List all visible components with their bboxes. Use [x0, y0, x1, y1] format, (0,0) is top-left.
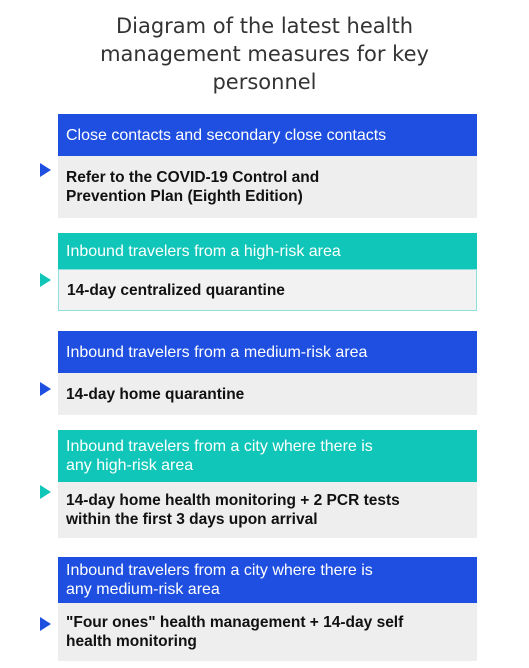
- pointer-arrow-icon: [40, 273, 51, 287]
- card-body: [58, 603, 477, 661]
- card-body: [58, 482, 477, 538]
- card-body-line: 14-day centralized quarantine: [67, 281, 285, 299]
- pointer-arrow-icon: [40, 382, 51, 396]
- card-header: [58, 430, 477, 482]
- measure-card-high-risk-area: [58, 233, 477, 311]
- card-body-line: within the first 3 days upon arrival: [66, 511, 318, 528]
- card-header-text: any high-risk area: [66, 457, 194, 474]
- card-body: [58, 373, 477, 415]
- card-header: [58, 114, 477, 156]
- card-body: [58, 156, 477, 218]
- measure-card-city-medium-risk: [58, 557, 477, 661]
- pointer-arrow-icon: [40, 485, 51, 499]
- card-body-line: Refer to the COVID-19 Control and: [66, 169, 320, 186]
- pointer-arrow-icon: [40, 617, 51, 631]
- card-header-text: Inbound travelers from a medium-risk area: [66, 343, 368, 361]
- measure-card-city-high-risk: [58, 430, 477, 538]
- card-body-line: 14-day home health monitoring + 2 PCR tests: [66, 492, 400, 509]
- card-header: [58, 331, 477, 373]
- card-body: [58, 269, 477, 311]
- title-line-3: personnel: [212, 70, 317, 94]
- card-header-text: Inbound travelers from a city where there is: [66, 562, 373, 579]
- card-header-text: any medium-risk area: [66, 581, 220, 598]
- card-header-text: Inbound travelers from a city where there is: [66, 438, 373, 455]
- card-body-line: "Four ones" health management + 14-day self: [66, 614, 404, 631]
- card-header: [58, 557, 477, 603]
- card-body-line: health monitoring: [66, 633, 197, 650]
- title-line-1: Diagram of the latest health: [115, 14, 414, 38]
- card-body-line: Prevention Plan (Eighth Edition): [66, 188, 303, 205]
- card-header-text: Close contacts and secondary close contacts: [66, 126, 387, 144]
- card-body-line: 14-day home quarantine: [66, 385, 245, 403]
- diagram-title: [0, 12, 529, 96]
- measure-card-medium-risk-area: [58, 331, 477, 415]
- title-line-2: management measures for key: [100, 42, 429, 66]
- card-header-text: Inbound travelers from a high-risk area: [66, 242, 341, 260]
- card-header: [58, 233, 477, 269]
- pointer-arrow-icon: [40, 163, 51, 177]
- measure-card-close-contacts: [58, 114, 477, 218]
